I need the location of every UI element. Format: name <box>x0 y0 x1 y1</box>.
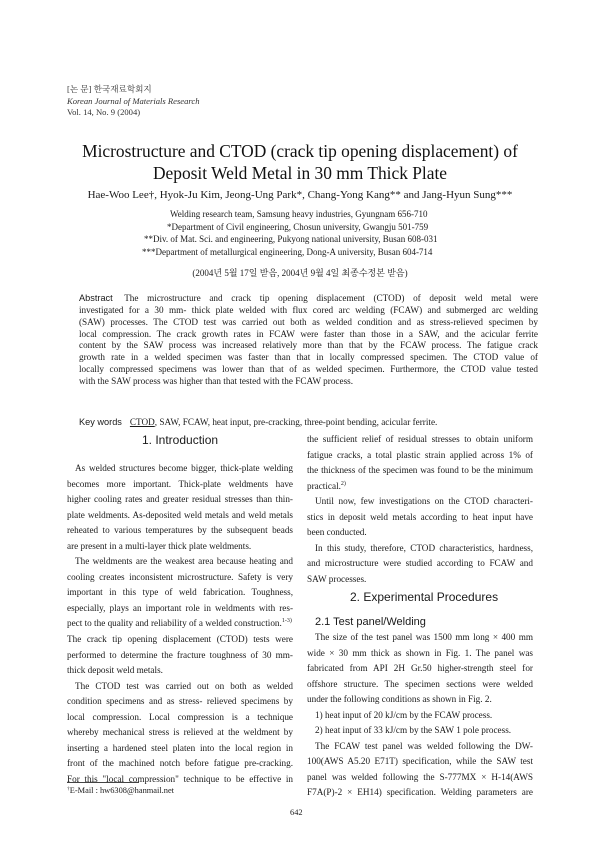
body-line-with-citation <box>307 479 533 495</box>
body-line: thick deposit weld metals. <box>67 665 163 676</box>
abstract-line: growth rate in a welded specimen was faster than that in locally compressed specimen. The CTOD value of <box>79 352 538 363</box>
body-line: F7A(P)-2 × EH14) specification. Welding parameters are <box>307 787 533 798</box>
abstract <box>79 293 538 388</box>
title-line-2: Deposit Weld Metal in 30 mm Thick Plate <box>152 163 448 183</box>
keywords-label: Key words <box>79 417 122 427</box>
footnote-mark: † <box>67 786 70 792</box>
body-line: and microstructure were studied according to FCAW and <box>307 558 533 569</box>
body-line: As welded structures become bigger, thick-plate welding <box>75 463 293 473</box>
footnote-divider <box>67 782 139 783</box>
footnote-email: E-Mail : hw6308@hanmail.net <box>69 786 174 795</box>
abstract-label: Abstract <box>79 293 113 303</box>
body-line: The CTOD test was carried out on both as welded <box>75 680 293 691</box>
body-line: 1) heat input of 20 kJ/cm by the FCAW process. <box>315 709 493 720</box>
keywords <box>79 417 437 427</box>
received-dates: (2004년 5월 17일 받음, 2004년 9월 4일 최종수정본 받음) <box>192 268 408 278</box>
section-heading-experimental: 2. Experimental Procedures <box>350 590 499 604</box>
body-line: whereby mechanical stress is relieved at the weldment by <box>67 727 293 738</box>
right-column <box>307 432 533 587</box>
keyword-ctod: CTOD <box>129 417 155 427</box>
body-line: condition specimens and as stress- relieved specimens by <box>67 696 293 707</box>
body-line: The weldments are the weakest area because heating and <box>75 556 293 567</box>
body-line: 2) heat input of 33 kJ/cm by the SAW 1 pole process. <box>315 725 512 736</box>
body-line: wide × 30 mm thick as shown in Fig. 1. The panel was <box>307 647 533 658</box>
body-line: fabricated from API 2H Gr.50 higher-strength steel for <box>307 663 533 674</box>
body-line: Until now, few investigations on the CTOD characteri- <box>315 496 533 507</box>
body-line: under the following conditions as shown in Fig. 2. <box>307 694 492 705</box>
body-line: practical. <box>307 480 341 491</box>
body-line: plate weldments. As-deposited weld metals and weld metals <box>67 509 293 520</box>
citation-1-3: 1-3) <box>281 618 292 625</box>
title-line-1: Microstructure and CTOD (crack tip opening displacement) of <box>82 141 518 161</box>
body-line: performed to determine the fracture toughness of 30 mm- <box>67 649 293 660</box>
body-line: important in this type of weld fabrication. Toughness, <box>67 587 293 598</box>
page-number: 642 <box>290 808 303 817</box>
body-line: becomes more important. Thick-plate weldments have <box>67 478 293 489</box>
footnote <box>67 786 174 795</box>
abstract-line: content by the SAW process was increased relatively more than that by the FCAW process. The fatigue crack <box>79 340 538 351</box>
abstract-line: with the SAW process was higher than that tested with the FCAW process. <box>79 375 354 386</box>
journal-volume: Vol. 14, No. 9 (2004) <box>67 107 141 117</box>
section-heading-introduction: 1. Introduction <box>142 433 219 447</box>
abstract-line: locally compressed specimens was lower than that of as welded specimen. Furthermore, the CTOD value tested <box>79 364 538 375</box>
body-line: For this "local compression" technique to be effective in <box>67 773 293 784</box>
body-line: inserting a hardened steel platen into the local region in <box>67 742 293 753</box>
body-line: pect to the quality and reliability of a welded construction. <box>67 618 282 629</box>
body-line: The crack tip opening displacement (CTOD) tests were <box>67 634 293 645</box>
abstract-line: (SAW) processes. The CTOD test was carried out both as welded condition and as stress-relieved specimen by <box>79 316 538 327</box>
body-line: been conducted. <box>307 527 367 538</box>
body-line: local compression. Local compression is a technique <box>67 711 293 722</box>
journal-name: Korean Journal of Materials Research <box>67 95 200 106</box>
body-line: front of the machined notch before fatigue pre-cracking. <box>67 758 293 769</box>
body-line: 100(AWS A5.20 E71T) specification, while the SAW test <box>307 756 533 767</box>
subsection-heading-test-panel: 2.1 Test panel/Welding <box>315 616 426 628</box>
author-list: Hae-Woo Lee†, Hyok-Ju Kim, Jeong-Ung Park*, Chang-Yong Kang** and Jang-Hyun Sung*** <box>87 189 513 201</box>
body-line: higher cooling rates and greater residual stresses than thin- <box>67 494 293 505</box>
body-line: SAW processes. <box>307 573 367 584</box>
journal-header <box>67 84 200 119</box>
body-line: In this study, therefore, CTOD characteristics, hardness, <box>315 542 533 553</box>
affiliation-4: ***Department of metallurgical engineering, Dong-A university, Busan 604-714 <box>142 246 433 257</box>
keywords-rest: , SAW, FCAW, heat input, pre-cracking, three-point bending, acicular ferrite. <box>154 417 438 427</box>
body-line: The size of the test panel was 1500 mm long × 400 mm <box>315 632 533 642</box>
affiliation-2: *Department of Civil engineering, Chosun university, Gwangju 501-759 <box>167 221 429 232</box>
abstract-line: The microstructure and crack tip opening displacement (CTOD) of deposit weld metal were <box>124 293 538 303</box>
abstract-line: investigated for a 30 mm- thick plate welded with flux cored arc welding (FCAW) and submerged arc welding <box>79 304 538 315</box>
body-line-with-citation <box>67 616 293 632</box>
body-line: especially, plays an important role in weldments with res- <box>67 602 293 613</box>
right-column-continued <box>307 630 533 801</box>
body-line: cooling creates inconsistent microstructure. Safety is very <box>67 571 293 582</box>
affiliation-3: **Div. of Mat. Sci. and engineering, Pukyong national university, Busan 608-031 <box>144 234 438 245</box>
body-line: panel was welded following the S-777MX × H-14(AWS <box>307 771 533 782</box>
body-line: the thickness of the specimen was found to be the minimum <box>307 465 533 476</box>
affiliation-1: Welding research team, Samsung heavy industries, Gyungnam 656-710 <box>170 209 428 219</box>
body-line: The FCAW test panel was welded following the DW- <box>315 740 533 751</box>
left-column <box>67 461 293 787</box>
abstract-line: local compression. The crack growth rates in FCAW were faster than those in a SAW, and the acicular ferrite <box>79 328 538 339</box>
body-line: are present in a multi-layer thick plate weldments. <box>67 540 252 551</box>
body-line: fatigue cracks, a total plastic strain applied across 1% of <box>307 449 533 460</box>
body-line: offshore structure. The specimen sections were welded <box>307 678 533 689</box>
body-line: stics in deposit weld metals according to heat input have <box>307 511 533 522</box>
journal-category: [논 문] 한국재료학회지 <box>67 84 152 94</box>
body-line: the sufficient relief of residual stresses to obtain uniform <box>307 434 533 444</box>
body-line: reheated to various temperatures by the subsequent beads <box>67 525 293 536</box>
citation-2: 2) <box>340 480 346 487</box>
paper-title <box>40 140 560 184</box>
